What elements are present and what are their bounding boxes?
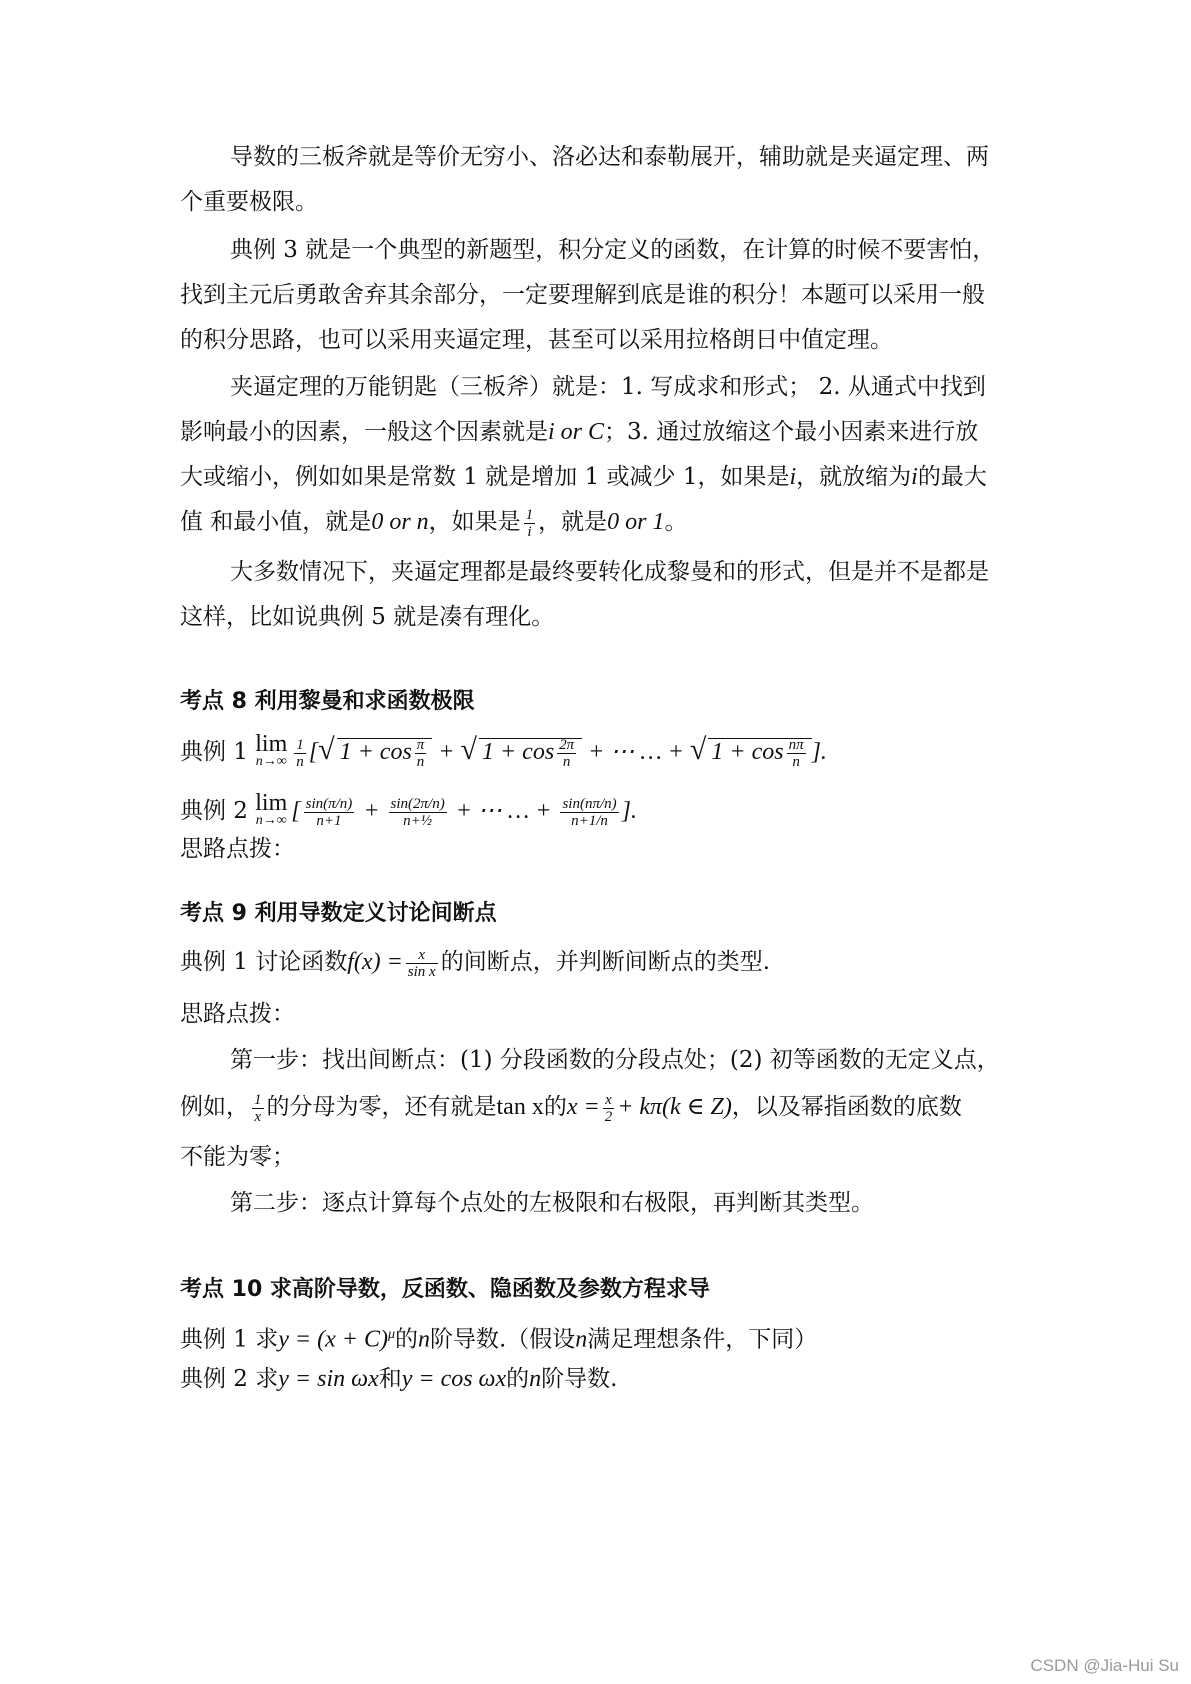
text: ，就是	[538, 509, 608, 535]
math-inline: i or C	[548, 419, 605, 445]
text: 的分母为零，还有就是	[266, 1094, 497, 1120]
example-line	[180, 1318, 1010, 1357]
math-inline: y = (x + C)	[278, 1326, 388, 1353]
text: 的	[543, 1094, 567, 1120]
math-inline: n	[575, 1326, 588, 1353]
text: 的最大	[917, 464, 987, 490]
text: ，以及幂指函数的底数	[731, 1094, 962, 1120]
math-sup: μ	[387, 1327, 395, 1342]
example-line	[180, 1362, 1010, 1396]
text: 和	[378, 1366, 402, 1392]
text: 大或缩小，例如如果是常数 1 就是增加 1 或减少 1，如果是	[180, 464, 790, 490]
hint-label: 思路点拨：	[180, 836, 295, 862]
paragraph-line: 夹逼定理的万能钥匙（三板斧）就是：1. 写成求和形式； 2. 从通式中找到	[230, 374, 986, 400]
paragraph-line: 的积分思路，也可以采用夹逼定理，甚至可以采用拉格朗日中值定理。	[180, 327, 893, 353]
example-label: 典例 2 求	[180, 1366, 279, 1392]
math-inline: n	[417, 1326, 430, 1353]
section-heading: 考点 10 求高阶导数，反函数、隐函数及参数方程求导	[180, 1277, 710, 1302]
math-inline: i	[911, 464, 918, 490]
text: ，就放缩为	[796, 464, 912, 490]
paragraph-line: 个重要极限。	[180, 189, 318, 215]
text: 值 和最小值，就是	[180, 509, 372, 535]
paragraph-line	[180, 415, 1010, 449]
example-label: 典例 1 讨论函数	[180, 949, 348, 975]
fraction: $\frac{1}{x}$	[254, 1091, 262, 1125]
math-inline: y = sin ωx	[278, 1366, 379, 1392]
math-inline: + kπ(k ∈ Z)	[617, 1094, 732, 1120]
math-inline: y = cos ωx	[401, 1366, 507, 1392]
text: 的	[506, 1366, 530, 1392]
math-inline: i	[789, 464, 797, 490]
hint-label: 思路点拨：	[180, 1001, 295, 1027]
math-inline: f(x) =	[347, 949, 403, 975]
math-inline: n	[529, 1366, 542, 1392]
paragraph-line: 导数的三板斧就是等价无穷小、洛必达和泰勒展开，辅助就是夹逼定理、两	[230, 144, 989, 170]
text: 。	[664, 509, 688, 535]
formula: lim n→∞ $\frac{1}{n}$ [√ 1 + cos $\frac{\pi}{n}$ + √ 1 + cos $\frac{2\pi}{n}$ + ⋯ … + √ 1 + cos $\frac{n\pi}{n}$ ].	[255, 731, 827, 770]
paragraph-line: 典例 3 就是一个典型的新题型，积分定义的函数，在计算的时候不要害怕，	[230, 237, 996, 263]
text: 满足理想条件，下同）	[587, 1326, 818, 1353]
text: 阶导数.	[541, 1366, 618, 1392]
example-label: 典例 1	[180, 739, 248, 765]
section-heading: 考点 8 利用黎曼和求函数极限	[180, 689, 475, 714]
text: 阶导数.（假设	[429, 1326, 576, 1353]
paragraph-line	[180, 460, 1010, 494]
text: 例如，	[180, 1094, 249, 1120]
example-line	[180, 725, 1010, 775]
paragraph-line	[180, 505, 1010, 540]
text: ，如果是	[428, 509, 521, 535]
text: 影响最小的因素，一般这个因素就是	[180, 419, 548, 445]
paragraph-line: 这样，比如说典例 5 就是凑有理化。	[180, 604, 555, 630]
paragraph-line: 大多数情况下，夹逼定理都是最终要转化成黎曼和的形式，但是并不是都是	[230, 559, 989, 585]
formula: lim n→∞ [ $\frac{\sin(\pi/n)}{n+1}$ + $\frac{\sin(2\pi/n)}{\text{n+½}}$ + ⋯ … + $\frac{\sin(n\pi/n)}{n+1/n}$ ].	[255, 790, 637, 829]
paragraph-line: 第二步：逐点计算每个点处的左极限和右极限，再判断其类型。	[230, 1190, 874, 1216]
math-inline: tan x	[496, 1094, 544, 1120]
text: 的间断点，并判断间断点的类型.	[440, 949, 770, 975]
paragraph-line: 找到主元后勇敢舍弃其余部分，一定要理解到底是谁的积分！本题可以采用一般	[180, 282, 985, 308]
paragraph-line	[180, 1090, 1010, 1125]
fraction: $\frac{1}{i}$	[525, 506, 534, 540]
example-label: 典例 2	[180, 798, 248, 824]
fraction: $\frac{x}{2}$	[604, 1091, 613, 1125]
example-line	[180, 783, 1010, 839]
watermark: CSDN @Jia-Hui Su	[1030, 1656, 1179, 1675]
text: ；3. 通过放缩这个最小因素来进行放	[604, 419, 979, 445]
section-heading: 考点 9 利用导数定义讨论间断点	[180, 901, 497, 926]
math-inline: x =	[566, 1094, 600, 1120]
example-line	[180, 945, 1010, 980]
paragraph-line: 第一步：找出间断点：(1) 分段函数的分段点处；(2) 初等函数的无定义点，	[230, 1047, 1000, 1073]
math-inline: 0 or n	[371, 509, 429, 535]
text: 的	[394, 1326, 418, 1353]
paragraph-line: 不能为零；	[180, 1144, 295, 1170]
example-label: 典例 1 求	[180, 1326, 279, 1353]
math-inline: 0 or 1	[607, 509, 665, 535]
fraction: $\frac{x}{\text{sin x}}$	[407, 946, 436, 980]
